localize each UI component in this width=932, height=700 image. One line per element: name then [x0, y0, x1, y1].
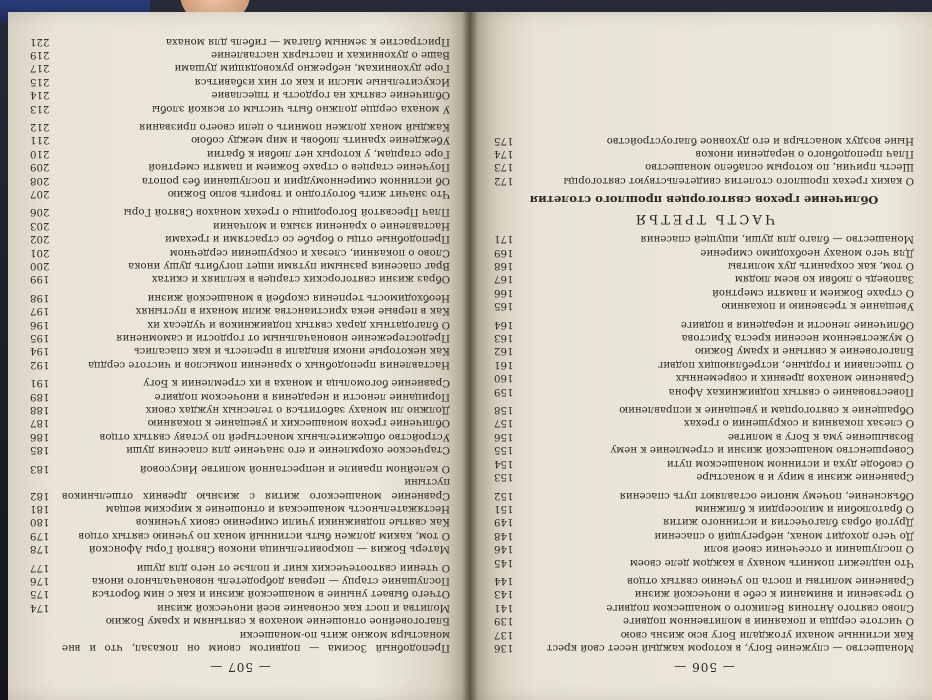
toc-entry-title: Наставление о хранении языка и молчании [212, 219, 450, 231]
toc-entry-page: 176 [30, 574, 50, 586]
toc-entry-page: 201 [30, 246, 50, 258]
toc-entry-title: О послушании и отсечении своей воли [703, 543, 914, 555]
toc-entry-title: Как истинные монахи угождали Богу всю жизнь свою [620, 628, 914, 640]
toc-entry-page: 203 [30, 219, 50, 231]
toc-entry [30, 627, 450, 654]
toc-entry [30, 443, 450, 456]
toc-entry-title: Шесть причин, по которым ослабело монашество [645, 161, 914, 173]
toc-entry-title: До чего доходит монах, небрегущий о спасении [654, 529, 914, 541]
toc-entry-page: 137 [494, 628, 514, 640]
toc-entry-title: Для чего монаху необходимо смирение [700, 246, 914, 258]
toc-entry-page: 157 [494, 417, 514, 429]
toc-entry-title: Другой образ благочестия и истинного жития [662, 516, 914, 528]
toc-entry-page: 175 [30, 588, 50, 600]
toc-entry [494, 173, 914, 186]
toc-entry-title: О тщеславии и гордыне, истребляющих подвиг [657, 358, 914, 370]
toc-entry-page: 181 [30, 502, 50, 514]
toc-entry-page: 198 [30, 291, 50, 303]
left-page [8, 12, 470, 700]
toc-entry-title: Увещание к трезвению и покаянию [721, 300, 914, 312]
toc-entry-page: 178 [30, 543, 50, 555]
toc-entry-page: 177 [30, 561, 50, 573]
toc-entry [30, 304, 450, 317]
toc-entry-title: Сравнение жизни в миру и в монастыре [696, 471, 914, 483]
toc-entry-title: Благоговение к святыне и храму Божию [694, 345, 914, 357]
toc-entry [30, 218, 450, 231]
toc-entry-page: 172 [494, 174, 514, 186]
toc-entry-page: 188 [30, 404, 50, 416]
toc-entry-page: 167 [494, 273, 514, 285]
toc-entry [494, 416, 914, 429]
toc-entry-title: Объяснение, почему многие оставляют путь спасения [619, 489, 914, 501]
toc-entry-title: Что значит жить богоугодно и творить волю Божию [167, 188, 450, 199]
toc-entry-title: Порицание лености и нерадения в иноческом подвиге [154, 390, 450, 402]
toc-entry [494, 232, 914, 245]
toc-entry [494, 641, 914, 654]
toc-entry-page: 136 [494, 642, 514, 653]
toc-entry [494, 528, 914, 541]
toc-entry-page: 219 [30, 48, 50, 60]
toc-entry [494, 133, 914, 146]
toc-entry-page: 182 [30, 489, 50, 501]
toc-entry [494, 587, 914, 600]
toc-entry-title: Старческое окормление и его значение для спасения души [126, 444, 450, 456]
toc-entry-title: Как святые подвижники учили смирению своих учеников [135, 516, 450, 528]
toc-entry [30, 146, 450, 159]
toc-entry-title: Монашество — благо для души, ищущей спасения [640, 233, 914, 245]
toc-entry-page: 158 [494, 404, 514, 416]
toc-entry-page: 175 [494, 134, 514, 146]
toc-entry-page: 202 [30, 233, 50, 245]
toc-entry-title: Горе старцам, у которых нет любви к братии [206, 147, 450, 159]
toc-entry-title: Плач Пресвятой Богородицы о грехах монахов Святой Горы [123, 206, 450, 218]
toc-entry [30, 528, 450, 541]
toc-entry [494, 272, 914, 285]
toc-entry-title: Возвышение ума к Богу в молитве [727, 430, 914, 442]
toc-entry [30, 245, 450, 258]
toc-entry-title: Наставления преподобных о хранении помыслов и чистоте сердца [87, 358, 450, 370]
toc-entry [30, 574, 450, 587]
toc-entry-page: 217 [30, 62, 50, 74]
toc-entry [494, 488, 914, 501]
toc-entry-page: 143 [494, 588, 514, 600]
toc-entry [494, 430, 914, 443]
toc-entry [494, 555, 914, 568]
toc-entry-title: Об истинном смиренномудрии и послушании без ропота [141, 174, 450, 186]
toc-entry [30, 101, 450, 114]
toc-entry [30, 389, 450, 402]
toc-entry-page: 212 [30, 120, 50, 132]
toc-entry-page: 187 [30, 417, 50, 429]
toc-entry-title: Молитва и пост как основание всей иноческой жизни [156, 601, 450, 613]
toc-entry-page: 179 [30, 529, 50, 541]
toc-entry-page [30, 627, 56, 654]
toc-entry-page: 146 [494, 543, 514, 555]
toc-entry [494, 470, 914, 483]
toc-entry-page: 183 [30, 462, 50, 474]
toc-entry [30, 614, 450, 627]
toc-entry [30, 272, 450, 285]
toc-entry-title: Отчего бывает уныние в монашеской жизни и как с ним бороться [91, 588, 450, 600]
toc-entry [30, 317, 450, 330]
toc-entry-page: 189 [30, 390, 50, 402]
toc-entry-page: 199 [30, 273, 50, 285]
toc-entry [30, 542, 450, 555]
toc-entry-title: Матерь Божия — покровительница иноков Святой Горы Афонской [88, 543, 450, 555]
toc-entry [494, 344, 914, 357]
toc-entry [30, 133, 450, 146]
toc-entry-page: 191 [30, 377, 50, 389]
toc-entry-page: 148 [494, 529, 514, 541]
right-page-text-block [494, 20, 914, 680]
toc-entry-title: Устройство общежительных монастырей по уставу святых отцов [99, 430, 450, 442]
toc-entry-page: 174 [30, 601, 50, 613]
toc-entry-title: Обращение к святогорцам и увещание к исправлению [619, 404, 914, 416]
toc-entry-title: Убеждение хранить любовь и мир между собою [191, 134, 450, 146]
toc-entry-title: Ныне воздух монастыря и его духовное благоустройство [606, 134, 914, 146]
toc-entry-title: У монаха сердце должно быть чистым от всякой злобы [152, 102, 450, 114]
toc-entry-title: Совершенство монашеской жизни и стремление к нему [610, 444, 914, 456]
toc-entry-title: Сравнение монахов древних и современных [675, 372, 914, 384]
toc-entry-title: Ваше о духовниках и пастырях наставление [211, 48, 450, 60]
toc-entry [494, 384, 914, 397]
toc-entry-page: 210 [30, 147, 50, 159]
toc-entry-page: 192 [30, 358, 50, 370]
toc-entry [494, 331, 914, 344]
toc-entry [494, 147, 914, 160]
toc-entry [494, 614, 914, 627]
part-subtitle: Обличение грехов святогорцев прошлого столетия [529, 192, 879, 207]
toc-entry-title: Преподобные отцы о борьбе со страстями и грехами [164, 233, 450, 245]
toc-entry [30, 160, 450, 173]
toc-entry [494, 317, 914, 330]
toc-entry-title: Обличение лености и нерадения в подвиге [680, 318, 914, 330]
toc-entry-title: Образ жизни святогорских старцев в келлиях и скитах [151, 273, 450, 285]
toc-entry [494, 502, 914, 515]
toc-entry-page: 207 [30, 188, 50, 199]
toc-entry [30, 587, 450, 600]
toc-entry-title: Поучение старцев о страхе Божием и памяти смертной [148, 161, 450, 173]
toc-entry-title: Сравнение монашеского жития с жизнью древних отшельников пустыни [62, 476, 450, 501]
toc-entry-title: Монашество — служение Богу, в котором каждый несет свой крест [546, 642, 914, 653]
toc-entry-page: 141 [494, 601, 514, 613]
toc-entry-page: 174 [494, 148, 514, 159]
toc-entry [494, 245, 914, 258]
toc-list-left [30, 34, 450, 654]
toc-entry-page: 173 [494, 161, 514, 173]
toc-entry-page: 196 [30, 318, 50, 330]
toc-entry-page: 186 [30, 430, 50, 442]
toc-entry-page: 151 [494, 502, 514, 514]
toc-entry [30, 600, 450, 613]
toc-entry-title: Враг спасения разными путями ищет погубить душу инока [128, 260, 450, 272]
toc-entry [494, 515, 914, 528]
part-title: ЧАСТЬ ТРЕТЬЯ [632, 210, 776, 226]
toc-entry [30, 120, 450, 133]
toc-entry-title: Обличение святых на гордость и тщеславие [211, 89, 450, 101]
toc-entry-title: О благодатных дарах святых подвижников и чудесах их [147, 318, 450, 330]
toc-entry-title: Необходимость терпения скорбей в монашеской жизни [147, 291, 450, 303]
toc-entry-page: 195 [30, 332, 50, 344]
toc-entry-title: О чтении святоотеческих книг и пользе от него для души [136, 561, 450, 573]
right-page [470, 12, 932, 700]
toc-entry [30, 430, 450, 443]
toc-entry [30, 331, 450, 344]
toc-entry-page: 197 [30, 305, 50, 317]
toc-entry-title: Нестяжательность монашеская и отношение к мирским вещам [105, 502, 450, 514]
toc-entry-title: Послушание старцу — первая добродетель новоначального инока [91, 574, 450, 586]
toc-entry-page: 152 [494, 489, 514, 501]
toc-list-right-top [494, 232, 914, 654]
toc-entry-title: Сравнение богомольца и монаха в их стремлении к Богу [143, 377, 450, 389]
toc-entry-page: 215 [30, 75, 50, 87]
toc-entry-title: Пристрастие к земным благам — гибель для монаха [165, 35, 450, 47]
toc-entry-page: 169 [494, 246, 514, 258]
toc-entry-page: 208 [30, 174, 50, 186]
toc-entry-title: О каких грехах прошлого столетия свидетельствуют святогорцы [563, 174, 914, 186]
toc-entry-page: 168 [494, 260, 514, 272]
toc-entry [30, 48, 450, 61]
toc-entry [494, 542, 914, 555]
toc-entry-page: 144 [494, 574, 514, 586]
toc-entry-page: 211 [30, 134, 50, 146]
toc-entry [30, 461, 450, 474]
toc-entry-title: О братолюбии и милосердии к ближним [695, 502, 914, 514]
toc-entry-title: О том, каким должен быть истинный монах по учению святых отцов [78, 529, 450, 541]
toc-entry-title: Предостережение новоначальным от гордости и самомнения [116, 332, 450, 344]
toc-entry-title: Сравнение молитвы и поста по учению святых отцов [627, 574, 914, 586]
toc-list-right-bottom [494, 133, 914, 187]
toc-entry [30, 357, 450, 370]
toc-entry-page: 209 [30, 161, 50, 173]
toc-entry-title: О свободе духа и истинном монашеском пути [666, 457, 914, 469]
toc-entry [30, 232, 450, 245]
toc-entry [494, 443, 914, 456]
toc-entry [494, 285, 914, 298]
toc-entry [30, 205, 450, 218]
toc-entry-title: О чистоте сердца и покаянии в молитвенном подвиге [623, 615, 914, 627]
toc-entry [494, 600, 914, 613]
toc-entry-page: 155 [494, 444, 514, 456]
toc-entry [30, 34, 450, 47]
toc-entry-title: Что надлежит помнить монаху в каждом деле своем [629, 556, 914, 568]
toc-entry [30, 403, 450, 416]
toc-entry-page: 154 [494, 457, 514, 469]
toc-entry [30, 290, 450, 303]
toc-entry-title: Горе духовникам, небрежно руководящим душами [174, 62, 450, 74]
toc-entry-page: 180 [30, 516, 50, 528]
toc-entry-title: Преподобный Зосима — подвигом своим он показал, что и вне монастыря можно жить по-монашески [62, 628, 450, 653]
toc-entry [30, 416, 450, 429]
toc-entry-page: 185 [30, 444, 50, 456]
toc-entry-title: О слезах покаяния и сокрушении о грехах [683, 417, 914, 429]
toc-entry [30, 502, 450, 515]
toc-entry [30, 344, 450, 357]
toc-entry-page: 139 [494, 615, 514, 627]
toc-entry-page: 145 [494, 556, 514, 568]
toc-entry-title: Благоговейное отношение монахов к святыням и храму Божию [105, 615, 450, 627]
toc-entry-page: 206 [30, 206, 50, 218]
left-page-text-block [30, 20, 450, 680]
toc-entry-title: Должно ли монаху заботиться о телесных нуждах своих [145, 404, 450, 416]
toc-entry-page: 166 [494, 286, 514, 298]
toc-entry-title: Как некоторые иноки впадали в прелесть и как спасались [134, 345, 450, 357]
toc-entry-title: Слово о покаянии, слезах и сокрушении сердечном [169, 246, 450, 258]
page-number-507: — 507 — [209, 660, 271, 674]
toc-entry-page: 164 [494, 318, 514, 330]
toc-entry [494, 574, 914, 587]
toc-entry [30, 515, 450, 528]
toc-entry [30, 376, 450, 389]
toc-entry-page: 156 [494, 430, 514, 442]
toc-entry-title: О страхе Божием и памяти смертной [712, 286, 914, 298]
toc-entry [494, 456, 914, 469]
toc-entry-page: 153 [494, 471, 514, 483]
toc-entry [30, 187, 450, 200]
toc-entry-title: Каждый монах должен помнить о цели своего призвания [138, 120, 450, 132]
toc-entry [494, 403, 914, 416]
toc-entry-page: 149 [494, 516, 514, 528]
toc-entry-title: Слово святого Антония Великого о монашеском подвиге [606, 601, 914, 613]
toc-entry [494, 259, 914, 272]
toc-entry-page [30, 614, 56, 627]
toc-entry-page: 159 [494, 385, 514, 397]
toc-entry-title: О мужественном несении креста Христова [681, 332, 914, 344]
toc-entry-page: 163 [494, 332, 514, 344]
toc-entry-title: О том, как сохранить дух молитвы [727, 260, 914, 272]
toc-entry-page: 214 [30, 89, 50, 101]
toc-entry-title: Плач преподобного о нерадении иноков [695, 148, 914, 159]
toc-entry [494, 357, 914, 370]
toc-entry [30, 475, 450, 502]
toc-entry-page: 160 [494, 372, 514, 384]
toc-entry-title: О трезвении и внимании к себе в иноческой жизни [634, 588, 914, 600]
toc-entry-page: 161 [494, 358, 514, 370]
toc-entry-page: 194 [30, 345, 50, 357]
toc-entry-title: О келейном правиле и непрестанной молитве Иисусовой [139, 462, 450, 474]
toc-entry-title: Заповедь о любви ко всем людям [734, 273, 914, 285]
toc-entry-page: 165 [494, 300, 514, 312]
toc-entry-page: 213 [30, 102, 50, 114]
toc-entry [30, 173, 450, 186]
toc-entry-page: 221 [30, 35, 50, 47]
toc-entry [30, 88, 450, 101]
toc-entry [494, 160, 914, 173]
toc-entry-title: Обличение грехов монашеских и увещание к покаянию [147, 417, 450, 429]
toc-entry [494, 299, 914, 312]
toc-entry-page: 200 [30, 260, 50, 272]
toc-entry [30, 61, 450, 74]
toc-entry [494, 371, 914, 384]
page-number-506: — 506 — [673, 660, 735, 674]
toc-entry-title: Повествование о святых подвижниках Афона [668, 385, 914, 397]
toc-entry-title: Как в первые века христианства жили монахи в пустынях [135, 305, 450, 317]
toc-entry-page: 171 [494, 233, 514, 245]
toc-entry [30, 259, 450, 272]
toc-entry [494, 627, 914, 640]
toc-entry-page: 162 [494, 345, 514, 357]
toc-entry [30, 74, 450, 87]
toc-entry [30, 560, 450, 573]
toc-entry-title: Искусительные мысли и как от них избавиться [194, 75, 450, 87]
book-gutter [462, 12, 478, 700]
